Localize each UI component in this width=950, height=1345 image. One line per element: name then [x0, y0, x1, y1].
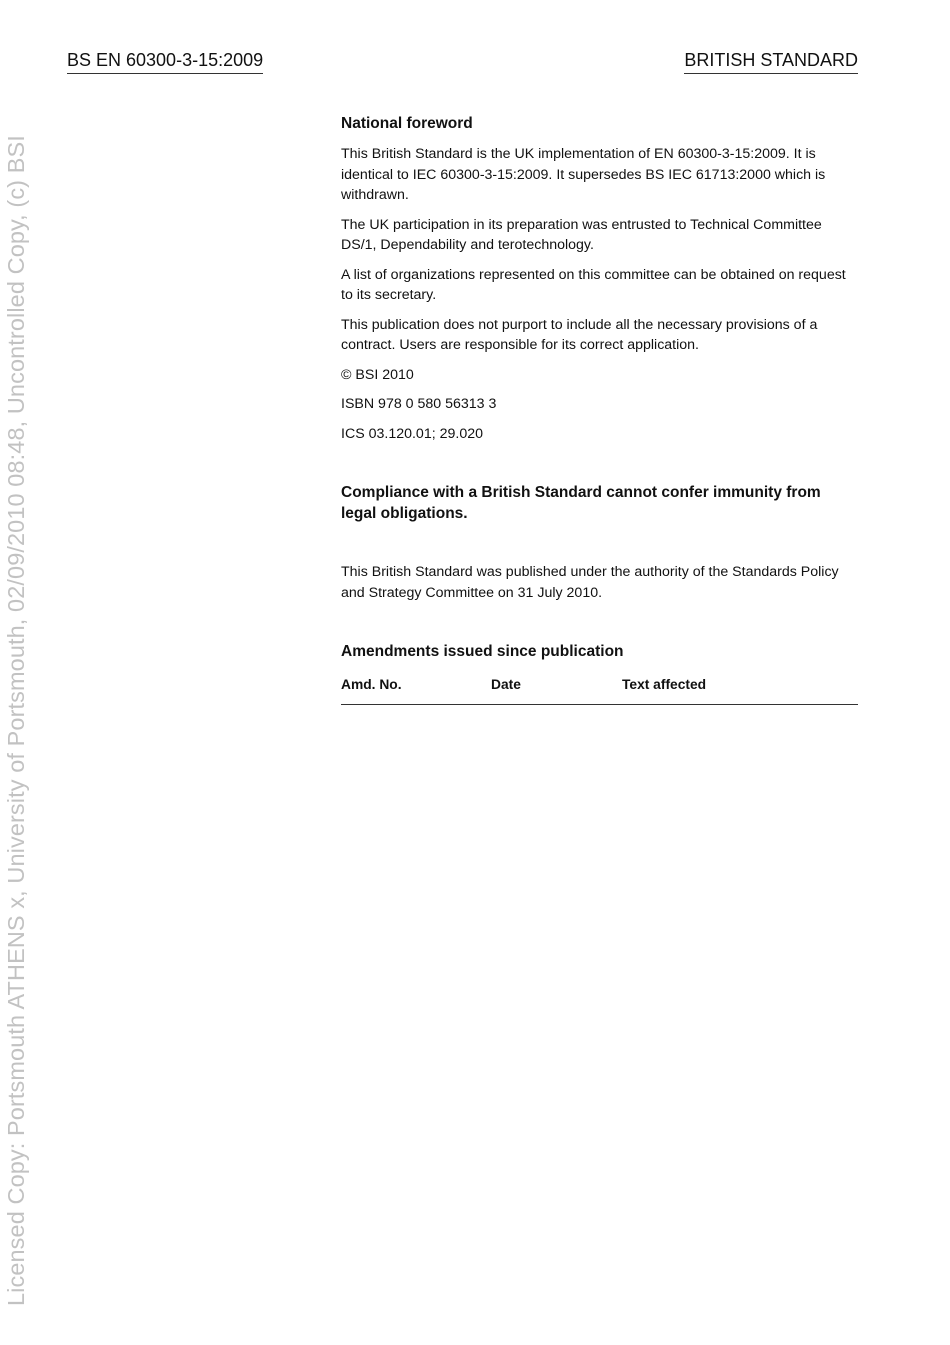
- isbn-line: ISBN 978 0 580 56313 3: [341, 396, 497, 412]
- foreword-title: National foreword: [341, 115, 473, 132]
- foreword-paragraph-provisions: This publication does not purport to include all the necessary provisions of a contract. Users are responsible for its correct application.: [341, 316, 818, 353]
- amendments-table: [341, 676, 858, 705]
- license-watermark: Licensed Copy: Portsmouth ATHENS x, University of Portsmouth, 02/09/2010 08:48, Uncontrolled Copy, (c) BSI: [3, 135, 29, 1306]
- document-number: BS EN 60300-3-15:2009: [67, 50, 263, 74]
- foreword-paragraph-committee: The UK participation in its preparation was entrusted to Technical Committee DS/1, Dependability and terotechnology.: [341, 216, 822, 253]
- amendments-title: Amendments issued since publication: [341, 643, 624, 660]
- document-type: BRITISH STANDARD: [684, 50, 858, 74]
- amendments-header-row: [341, 676, 858, 705]
- column-header-text-affected: Text affected: [622, 676, 858, 705]
- foreword-paragraph-organizations: A list of organizations represented on this committee can be obtained on request to its secretary.: [341, 266, 846, 303]
- main-content: [341, 113, 858, 705]
- column-header-amd-no: Amd. No.: [341, 676, 491, 705]
- publication-notice: This British Standard was published under the authority of the Standards Policy and Strategy Committee on 31 July 2010.: [341, 564, 839, 601]
- ics-line: ICS 03.120.01; 29.020: [341, 425, 483, 442]
- compliance-notice: Compliance with a British Standard cannot confer immunity from legal obligations.: [341, 484, 821, 522]
- foreword-paragraph-implementation: This British Standard is the UK implementation of EN 60300-3-15:2009. It is identical to IEC 60300-3-15:2009. It supersedes BS IEC 61713:2000 which is withdrawn.: [341, 146, 826, 203]
- column-header-date: Date: [491, 676, 622, 705]
- copyright-line: © BSI 2010: [341, 366, 414, 383]
